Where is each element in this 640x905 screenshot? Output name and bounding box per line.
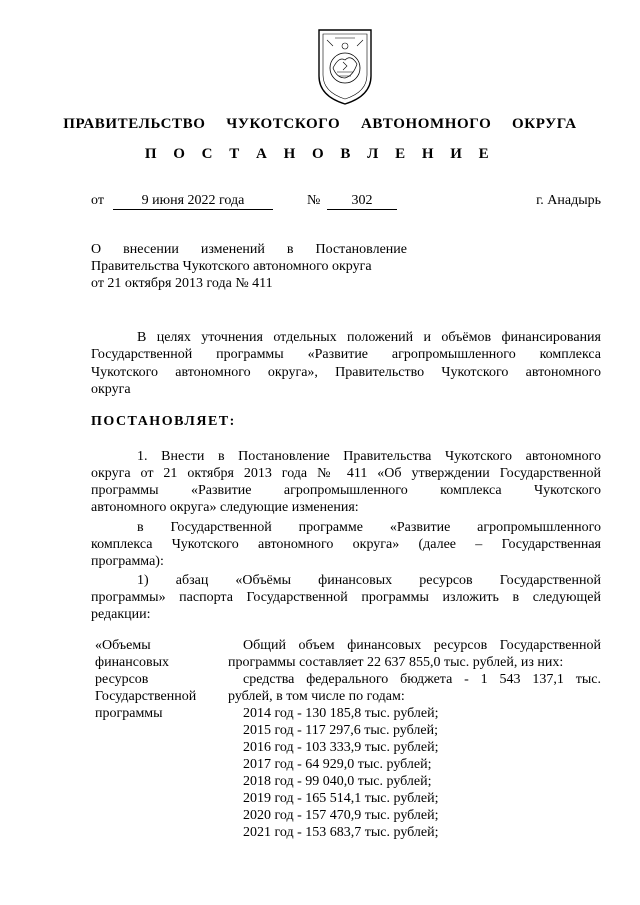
body-line: в Государственной программе «Развитие агропромышленного	[137, 520, 601, 535]
body-line: 1) абзац «Объёмы финансовых ресурсов Государственной	[137, 573, 601, 588]
body-line: программы» паспорта Государственной программы изложить в следующей	[91, 590, 601, 605]
table-year-line: 2018 год - 99 040,0 тыс. рублей;	[243, 774, 432, 789]
subject-line: Правительства Чукотского автономного округа	[91, 259, 372, 274]
document-number: 302	[327, 192, 397, 210]
table-year-line: 2016 год - 103 333,9 тыс. рублей;	[243, 740, 439, 755]
table-label-line: «Объемы	[95, 638, 151, 653]
table-label-line: программы	[95, 706, 163, 721]
subject-line: О внесении изменений в Постановление	[91, 242, 407, 257]
preamble-line: В целях уточнения отдельных положений и объёмов финансирования	[137, 330, 601, 345]
date-prefix: от	[91, 193, 104, 208]
table-year-line: 2015 год - 117 297,6 тыс. рублей;	[243, 723, 438, 738]
table-text-line: средства федерального бюджета - 1 543 137,1 тыс.	[243, 672, 601, 687]
table-year-line: 2014 год - 130 185,8 тыс. рублей;	[243, 706, 439, 721]
number-sign: №	[307, 193, 321, 208]
document-type: П О С Т А Н О В Л Е Н И Е	[144, 146, 496, 162]
table-label-line: ресурсов	[95, 672, 149, 687]
table-text-line: Общий объем финансовых ресурсов Государственной	[243, 638, 601, 653]
city: г. Анадырь	[536, 193, 601, 208]
body-line: комплекса Чукотского автономного округа» (далее – Государственная	[91, 537, 601, 552]
table-label-line: Государственной	[95, 689, 197, 704]
table-year-line: 2019 год - 165 514,1 тыс. рублей;	[243, 791, 439, 806]
body-line: округа от 21 октября 2013 года № 411 «Об утверждении Государственной	[91, 466, 601, 481]
table-year-line: 2020 год - 157 470,9 тыс. рублей;	[243, 808, 439, 823]
body-line: редакции:	[91, 607, 151, 622]
table-year-line: 2021 год - 153 683,7 тыс. рублей;	[243, 825, 439, 840]
body-line: программы «Развитие агропромышленного комплекса Чукотского	[91, 483, 601, 498]
subject-line: от 21 октября 2013 года № 411	[91, 276, 273, 291]
resolves-heading: ПОСТАНОВЛЯЕТ:	[91, 414, 236, 429]
document-date: 9 июня 2022 года	[113, 192, 273, 210]
body-line: 1. Внести в Постановление Правительства Чукотского автономного	[137, 449, 601, 464]
preamble-line: Чукотского автономного округа», Правительство Чукотского автономного	[91, 365, 601, 380]
preamble-line: округа	[91, 382, 131, 397]
body-line: автономного округа» следующие изменения:	[91, 500, 359, 515]
table-text-line: программы составляет 22 637 855,0 тыс. рублей, из них:	[228, 655, 564, 670]
government-title: ПРАВИТЕЛЬСТВО ЧУКОТСКОГО АВТОНОМНОГО ОКРУГА	[63, 116, 577, 132]
body-line: программа):	[91, 554, 164, 569]
table-label-line: финансовых	[95, 655, 169, 670]
preamble-line: Государственной программы «Развитие агропромышленного комплекса	[91, 347, 601, 362]
table-year-line: 2017 год - 64 929,0 тыс. рублей;	[243, 757, 432, 772]
table-text-line: рублей, в том числе по годам:	[228, 689, 405, 704]
coat-of-arms-emblem	[313, 26, 377, 108]
